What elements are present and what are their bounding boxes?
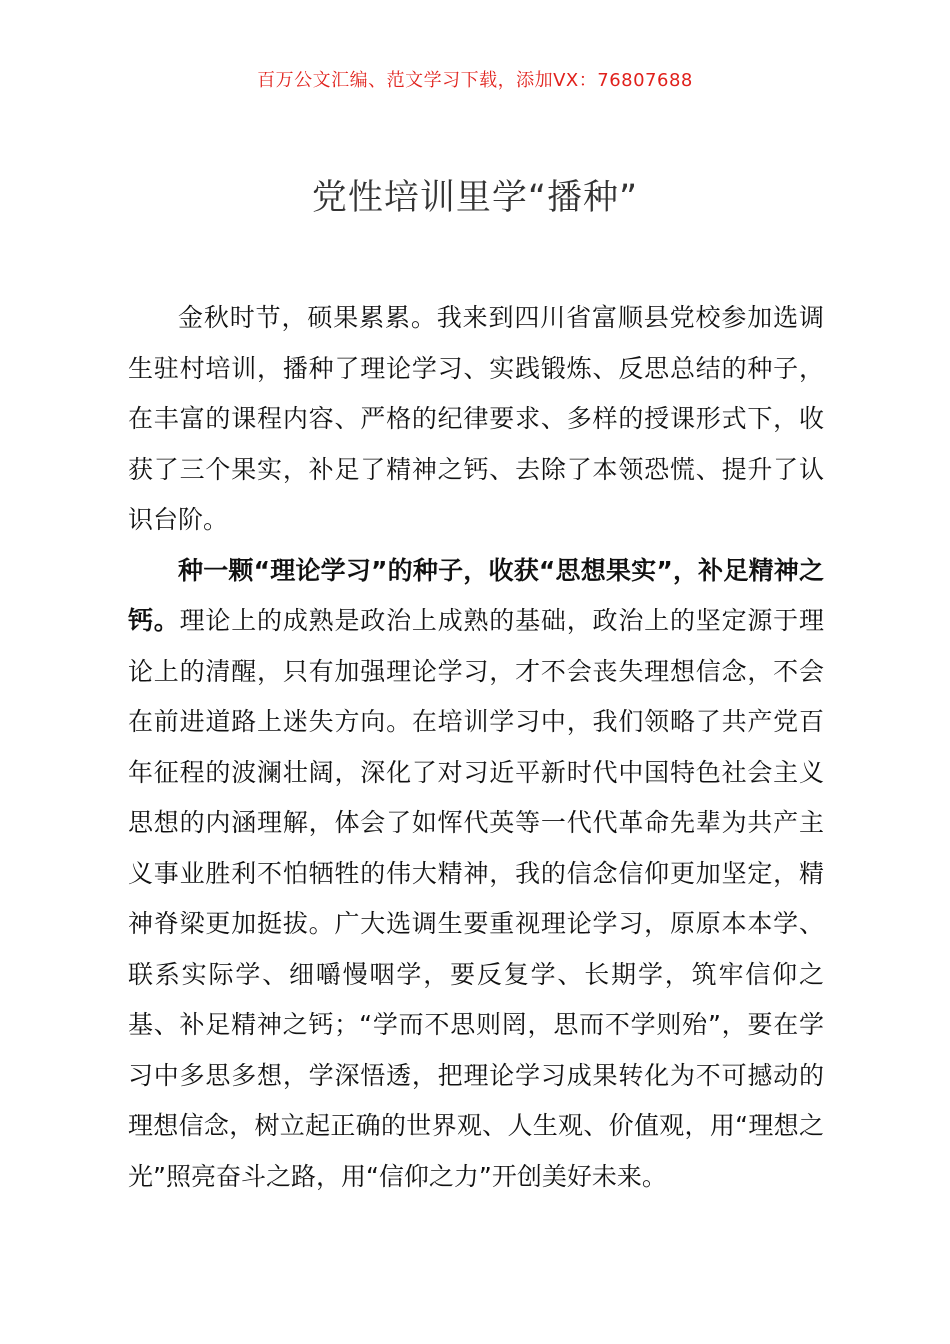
paragraph-bold-lead: 种一颗“理论学习”的种子，收获“思想果实”，补足精神之钙。 xyxy=(128,555,824,635)
paragraph-theory-study xyxy=(128,546,824,1203)
document-title: 党性培训里学“播种” xyxy=(311,178,639,218)
paragraph-text: 理论上的成熟是政治上成熟的基础，政治上的坚定源于理论上的清醒，只有加强理论学习，才不会丧失理想信念，不会在前进道路上迷失方向。在培训学习中，我们领略了共产党百年征程的波澜壮阔，深化了对习近平新时代中国特色社会主义思想的内涵理解，体会了如恽代英等一代代革命先辈为共产主义事业胜利不怕牺牲的伟大精神，我的信念信仰更加坚定，精神脊梁更加挺拔。广大选调生要重视理论学习，原原本本学、联系实际学、细嚼慢咽学，要反复学、长期学，筑牢信仰之基、补足精神之钙；“学而不思则罔，思而不学则殆”，要在学习中多思多想，学深悟透，把理论学习成果转化为不可撼动的理想信念，树立起正确的世界观、人生观、价值观，用“理想之光”照亮奋斗之路，用“信仰之力”开创美好未来。 xyxy=(128,606,824,1191)
watermark-header: 百万公文汇编、范文学习下载，添加VX：76807688 xyxy=(257,70,693,91)
paragraph-intro xyxy=(128,293,824,546)
document-body xyxy=(128,293,824,1202)
paragraph-text: 金秋时节，硕果累累。我来到四川省富顺县党校参加选调生驻村培训，播种了理论学习、实践锻炼、反思总结的种子，在丰富的课程内容、严格的纪律要求、多样的授课形式下，收获了三个果实，补足了精神之钙、去除了本领恐慌、提升了认识台阶。 xyxy=(128,303,824,534)
